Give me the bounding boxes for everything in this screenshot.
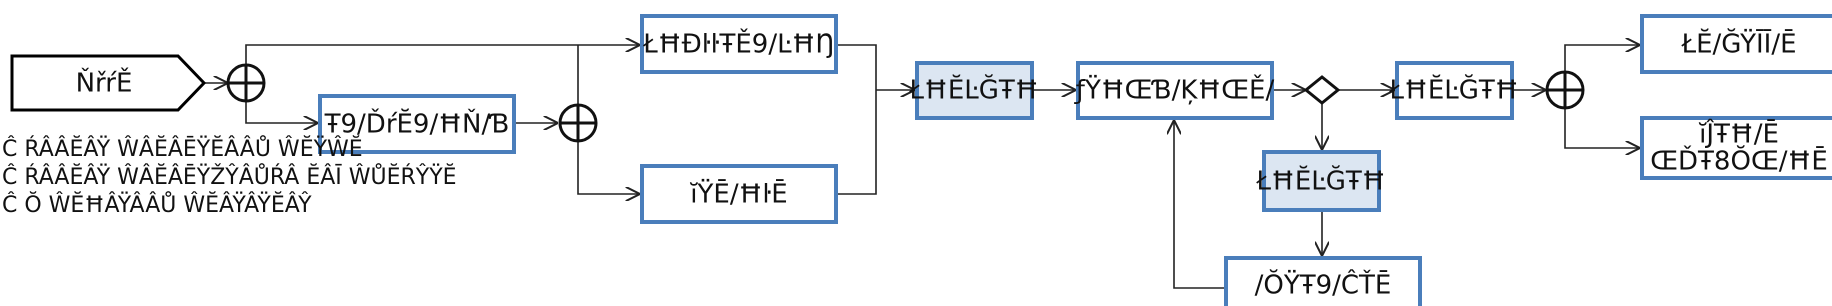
process-box-10-label-line2: ŒĎŦ8ŎŒ/ĦĒ bbox=[1650, 146, 1828, 177]
edge-b8-feedback-to-b5 bbox=[1174, 120, 1224, 288]
process-box-8-label: /ŎŸŦ9/ĈŤĒ bbox=[1254, 270, 1392, 301]
edge-b2-to-merge bbox=[838, 45, 876, 194]
process-box-2-label: ŁĦƉŀŀŦĚ9/ĿĦŊ bbox=[643, 29, 835, 60]
process-box-6-label: ŁĦĔĿĞŦĦ bbox=[1389, 75, 1519, 106]
process-box-1-label: Ŧ9/ĎŕĔ9/ĦŇ/Ɓ bbox=[324, 109, 510, 140]
process-box-10-label-line1: ĭĴŦĦ/Ē bbox=[1699, 119, 1779, 150]
legend-line-2: Ĉ ŔÂÂĔÂŸ ŴÂĔÂĒŸŽŶÂŮŔÂ ĔÂĪ ŴŮĔŔŶŸĔ bbox=[2, 165, 457, 190]
process-box-7-label: ŁĦĔĿĞŦĦ bbox=[1256, 166, 1386, 197]
process-box-5-label: ƒŸĦŒƁ/ĶĦŒĚ/ bbox=[1075, 75, 1275, 106]
process-box-2 bbox=[642, 16, 836, 72]
input-label: ŇřŕĚ bbox=[75, 68, 133, 99]
legend-line-1: Ĉ ŔÂÂĔÂŸ ŴÂĔÂĒŸĔÂÂŮ ŴĔŸŴĔ bbox=[2, 137, 363, 162]
edge-sum2-to-b3 bbox=[578, 141, 640, 194]
legend-line-3: Ĉ Ŏ ŴĔĦÂŸÂÂŮ ŴĔÂŸÂŸĔÂŶ bbox=[2, 193, 312, 218]
edge-sum1-to-b1 bbox=[246, 101, 318, 123]
sum-junction-2 bbox=[560, 105, 596, 141]
sum-junction-3 bbox=[1547, 72, 1583, 108]
process-box-3-label: ĭŸĒ/ĦŀĒ bbox=[690, 179, 788, 210]
sum-junction-1 bbox=[228, 65, 264, 101]
process-box-3 bbox=[642, 166, 836, 222]
process-box-6 bbox=[1388, 63, 1518, 118]
edge-sum3-to-b10 bbox=[1565, 108, 1640, 148]
decision-diamond bbox=[1306, 77, 1338, 103]
process-box-7-shaded bbox=[1255, 152, 1385, 210]
process-box-8 bbox=[1226, 258, 1420, 306]
process-box-9 bbox=[1642, 16, 1832, 72]
process-box-9-label: ŁĔ/ĞŸĪĪ/Ē bbox=[1681, 29, 1797, 60]
process-box-5 bbox=[1074, 63, 1275, 118]
input-node bbox=[12, 56, 204, 110]
edge-sum1-to-b2 bbox=[246, 45, 640, 65]
process-box-10 bbox=[1642, 118, 1832, 178]
edge-sum3-to-b9 bbox=[1565, 45, 1640, 72]
process-box-4-shaded bbox=[908, 63, 1038, 118]
process-box-4-label: ŁĦĔĿĞŦĦ bbox=[909, 75, 1039, 106]
